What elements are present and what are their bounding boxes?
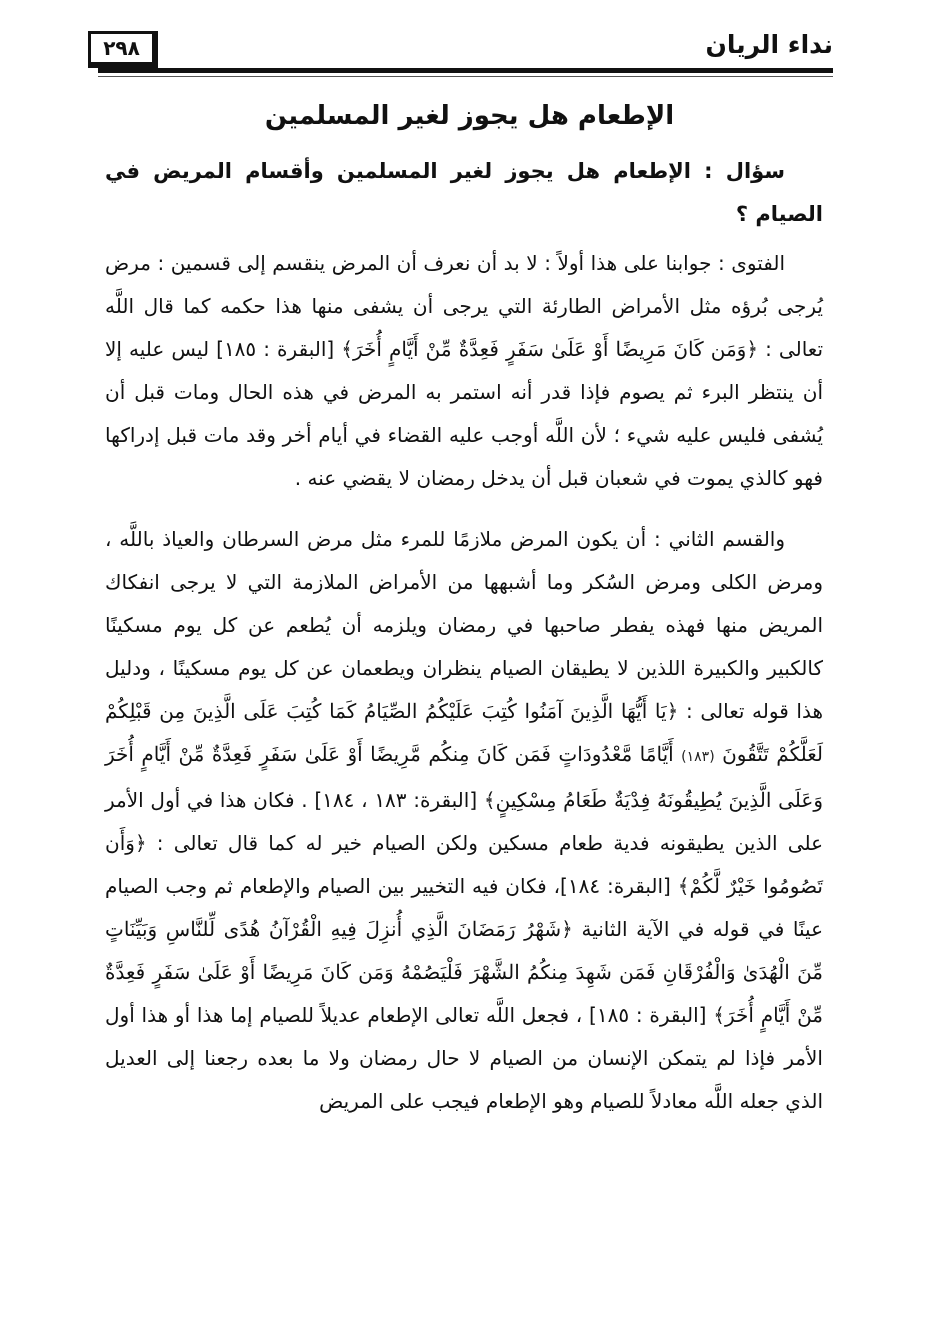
quran-verse-2b: أَيَّامًا مَّعْدُودَاتٍ فَمَن كَانَ مِنكُم مَّرِيضًا أَوْ عَلَىٰ سَفَرٍ فَعِدَّةٌ مِّنْ أَيَّامٍ أُخَرَ وَعَلَى الَّذِينَ يُطِيقُونَهُ فِدْيَةٌ طَعَامُ مِسْكِينٍ﴾ xyxy=(105,742,824,812)
page-header xyxy=(88,22,833,72)
ayah-number-marker: (١٨٣) xyxy=(681,749,715,765)
quran-verse-2a: ﴿يَا أَيُّهَا الَّذِينَ آمَنُوا كُتِبَ عَلَيْكُمُ الصِّيَامُ كَمَا كُتِبَ عَلَى الَّذِينَ مِن قَبْلِكُمْ لَعَلَّكُمْ تَتَّقُونَ xyxy=(105,699,824,766)
paragraph-2-text-after-verse-3: [البقرة: ١٨٤]، فكان فيه التخيير بين الصيام والإطعام ثم وجب الصيام عينًا في قوله في الآية الثانية xyxy=(105,874,823,941)
quran-verse-3: ﴿وَأَن تَصُومُوا خَيْرٌ لَّكُمْ﴾ xyxy=(105,831,824,898)
question-line: سؤال : الإطعام هل يجوز لغير المسلمين وأقسام المريض في الصيام ؟ xyxy=(105,159,823,226)
paragraph-1 xyxy=(105,242,823,500)
header-rule xyxy=(98,68,833,73)
paragraph-1-text-before-verse: الفتوى : جوابنا على هذا أولاً : لا بد أن نعرف أن المرض ينقسم إلى قسمين : مرض يُرجى بُرؤه مثل الأمراض الطارئة التي يرجى أن يشفى منها هذا حكمه كما قال اللَّه تعالى : xyxy=(105,251,824,361)
header-rule-thin xyxy=(98,76,833,77)
paragraph-2-text-after-verse-2: [البقرة: ١٨٣ ، ١٨٤] . فكان هذا في أول الأمر على الذين يطيقونه فدية طعام مسكين ولكن الصيام خير له كما قال تعالى : xyxy=(105,788,824,855)
article-body xyxy=(105,150,823,1141)
article-title: الإطعام هل يجوز لغير المسلمين xyxy=(264,101,675,131)
paragraph-1-text-after-verse: [البقرة : ١٨٥] ليس عليه إلا أن ينتظر البرء ثم يصوم فإذا قدر أنه استمر به المرض في هذه الحال ومات قبل أن يُشفى فليس عليه شيء ؛ لأن اللَّه أوجب عليه القضاء في أيام أخر وقد مات قبل إدراكها فهو كالذي يموت في شعبان قبل أن يدخل رمضان لا يقضي عنه . xyxy=(105,337,823,490)
book-title: نداء الريان xyxy=(705,30,833,59)
paragraph-2 xyxy=(105,518,823,1123)
paragraph-2-text-after-verse-4: [البقرة : ١٨٥] ، فجعل اللَّه تعالى الإطعام عديلاً للصيام إما هذا أو هذا أول الأمر فإذا لم يتمكن الإنسان من الصيام لا حال رمضان ولا ما بعده رجعنا إلى العديل الذي جعله اللَّه معادلاً للصيام وهو الإطعام فيجب على المريض xyxy=(105,1003,823,1113)
page-number: ٢٩٨ xyxy=(88,31,158,68)
paragraph-2-text-before-verse: والقسم الثاني : أن يكون المرض ملازمًا للمرء مثل مرض السرطان والعياذ باللَّه ، ومرض الكلى ومرض السُكر وما أشبهها من الأمراض الملازمة التي لا يرجى انفكاك المريض منها فهذه يفطر صاحبها في رمضان ويلزمه أن يُطعم عن كل يوم مسكينًا كالكبير والكبيرة اللذين لا يطيقان الصيام ينظران ويطعمان عن كل يوم مسكينًا ، ودليل هذا قوله تعالى : xyxy=(105,527,823,723)
quran-verse-1: ﴿وَمَن كَانَ مَرِيضًا أَوْ عَلَىٰ سَفَرٍ فَعِدَّةٌ مِّنْ أَيَّامٍ أُخَرَ﴾ xyxy=(341,337,759,361)
quran-verse-4: ﴿شَهْرُ رَمَضَانَ الَّذِي أُنزِلَ فِيهِ الْقُرْآنُ هُدًى لِّلنَّاسِ وَبَيِّنَاتٍ مِّنَ الْهُدَىٰ وَالْفُرْقَانِ فَمَن شَهِدَ مِنكُمُ الشَّهْرَ فَلْيَصُمْهُ وَمَن كَانَ مَرِيضًا أَوْ عَلَىٰ سَفَرٍ فَعِدَّةٌ مِّنْ أَيَّامٍ أُخَرَ﴾ xyxy=(105,917,824,1027)
